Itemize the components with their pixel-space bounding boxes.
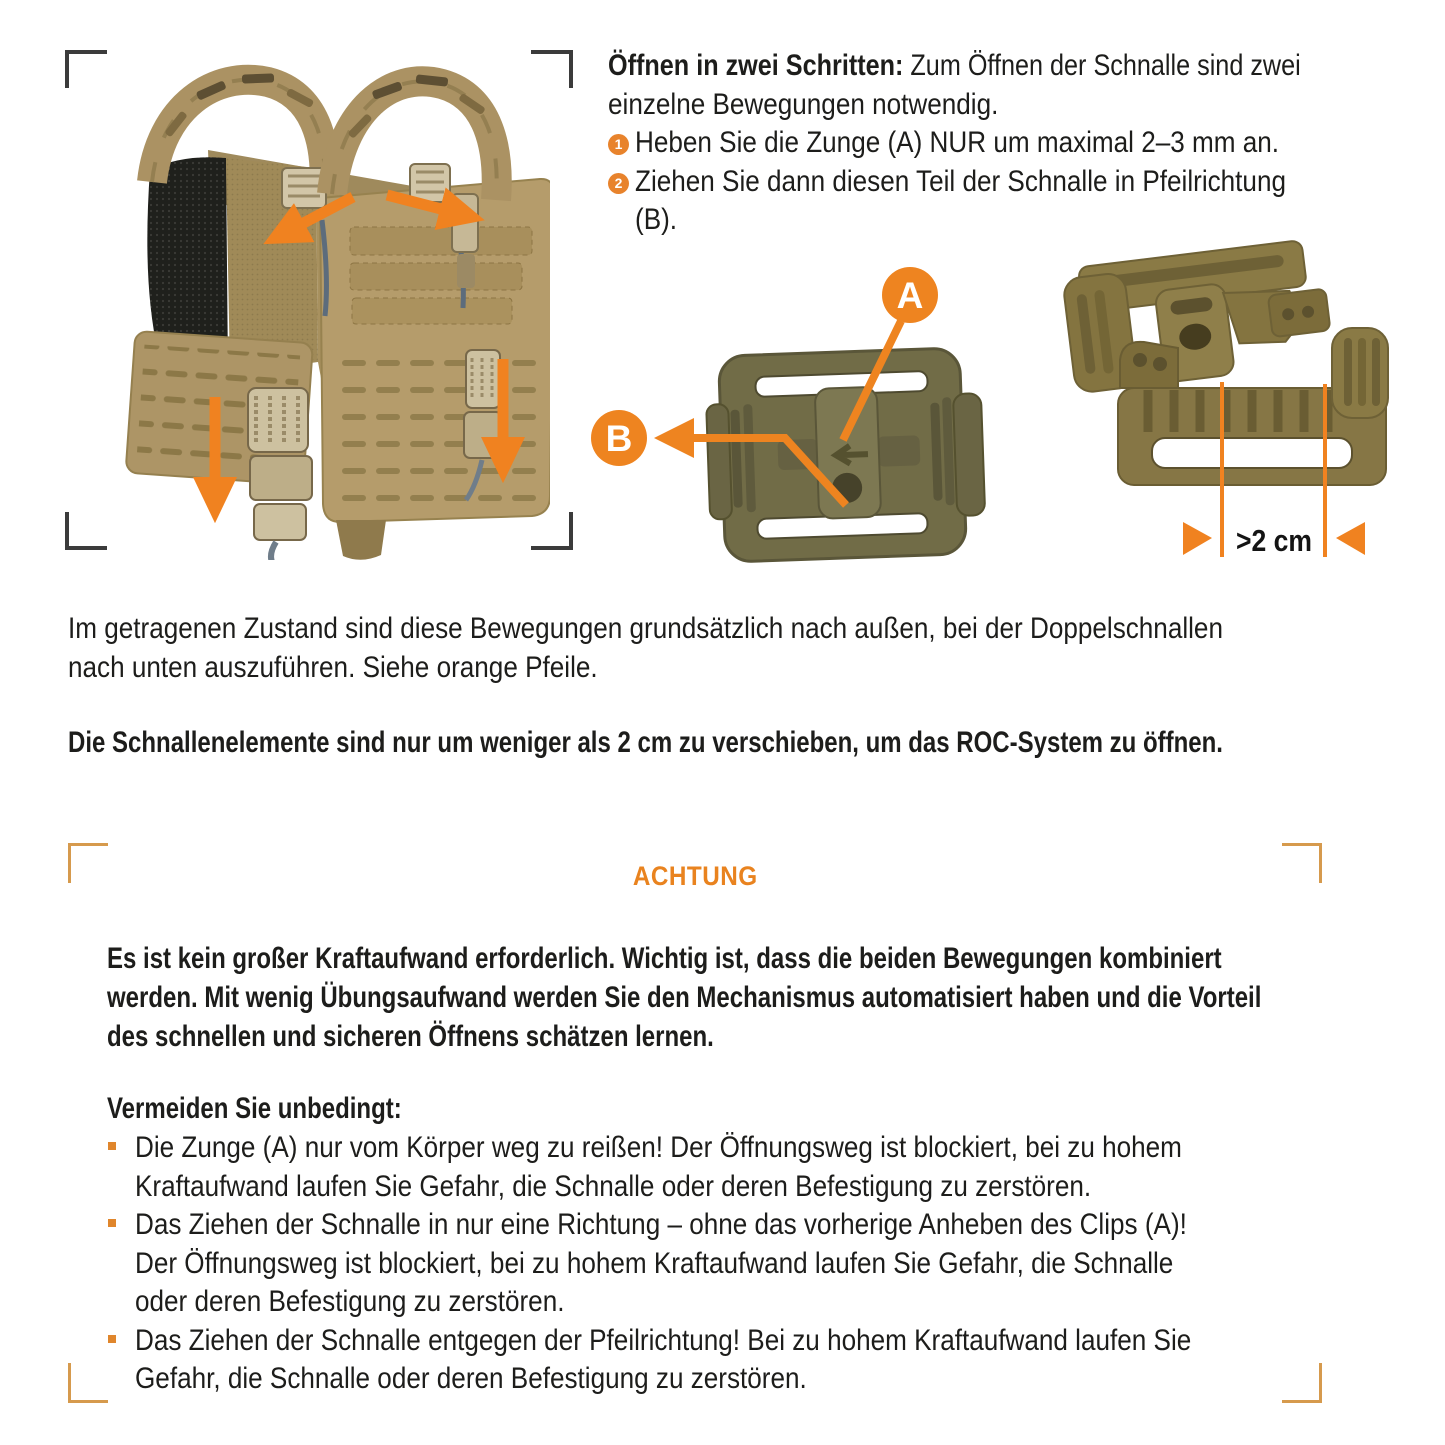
warning-line-2: werden. Mit wenig Übungsaufwand werden Sie den Mechanismus automatisiert haben und die Vorteil [107,981,1262,1014]
bullet-marker [108,1219,116,1227]
buckle-closeup-figure [580,250,1030,580]
warning-line-1: Es ist kein großer Kraftaufwand erforderlich. Wichtig ist, dass die beiden Bewegungen kombiniert [107,942,1222,975]
measure-label: >2 cm [1236,523,1312,558]
list-item [108,1206,1349,1322]
list-item [108,1322,1349,1399]
step-1-number-badge: 1 [608,134,629,155]
step-1-text: Heben Sie die Zunge (A) NUR um maximal 2–3 mm an. [635,126,1280,159]
vest-side-buckle-center [248,388,312,560]
measure-arrow-left [1183,522,1212,555]
paragraph-outward-movements [68,610,1396,687]
open-buckle-slot [1152,438,1352,468]
bullet-1-line-1: Die Zunge (A) nur vom Körper weg zu reißen! Der Öffnungsweg ist blockiert, bei zu hohem [135,1131,1182,1164]
intro-heading-line [608,47,1301,86]
paragraph-1-line-2: nach unten auszuführen. Siehe orange Pfeile. [68,650,598,684]
warning-corner-bottom-left [68,1363,108,1403]
step-1 [608,124,1428,163]
warning-paragraph [107,939,1445,1056]
paragraph-2-text: Die Schnallenelemente sind nur um weniger als 2 cm zu verschieben, um das ROC-System zu öffnen. [68,726,1223,759]
vest-bottom-flap [336,520,386,560]
bullet-marker [108,1335,116,1343]
list-item [108,1129,1349,1206]
bullet-2-line-3: oder deren Befestigung zu zerstören. [135,1285,565,1318]
intro-block [608,47,1428,240]
bullet-3-line-2: Gefahr, die Schnalle oder deren Befestigung zu zerstören. [135,1362,807,1395]
step-2-number-badge: 2 [608,173,629,194]
avoid-heading [107,1090,475,1129]
intro-heading-bold: Öffnen in zwei Schritten: [608,49,904,82]
paragraph-2cm-note [68,724,1445,763]
warning-section-heading [68,861,1322,892]
step-2-text-line-1: Ziehen Sie dann diesen Teil der Schnalle in Pfeilrichtung [635,164,1286,198]
warning-line-3: des schnellen und sicheren Öffnens schätzen lernen. [107,1020,714,1053]
open-buckle-upper-part [1061,238,1334,394]
bullet-2-line-1: Das Ziehen der Schnalle in nur eine Richtung – ohne das vorherige Anheben des Clips (A)! [135,1208,1187,1241]
plate-carrier-photo [100,52,550,560]
step-2 [608,163,1428,240]
avoid-heading-text: Vermeiden Sie unbedingt: [107,1092,402,1125]
paragraph-1-line-1: Im getragenen Zustand sind diese Bewegungen grundsätzlich nach außen, bei der Doppelschnallen [68,612,1223,645]
bullet-1-line-2: Kraftaufwand laufen Sie Gefahr, die Schnalle oder deren Befestigung zu zerstören. [135,1169,1092,1203]
label-b-arrowhead [654,418,694,458]
bullet-3-line-1: Das Ziehen der Schnalle entgegen der Pfeilrichtung! Bei zu hohem Kraftaufwand laufen Sie [135,1323,1192,1357]
bullet-marker [108,1142,116,1150]
avoid-bullet-list [108,1129,1349,1399]
bullet-2-line-2: Der Öffnungsweg ist blockiert, bei zu hohem Kraftaufwand laufen Sie Gefahr, die Schnalle [135,1246,1174,1280]
intro-heading-rest: Zum Öffnen der Schnalle sind zwei [903,49,1301,82]
label-a-text: A [896,275,924,316]
measure-arrow-right [1336,522,1365,555]
step-2-text-line-2: (B). [635,203,678,236]
vest-front-panel [320,179,550,522]
buckle-body [704,347,986,562]
buckle-open-figure [1040,238,1430,568]
warning-title: ACHTUNG [632,861,758,891]
intro-line-2: einzelne Bewegungen notwendig. [608,87,999,121]
open-buckle-lower-part [1118,328,1388,485]
label-b-text: B [605,418,633,459]
